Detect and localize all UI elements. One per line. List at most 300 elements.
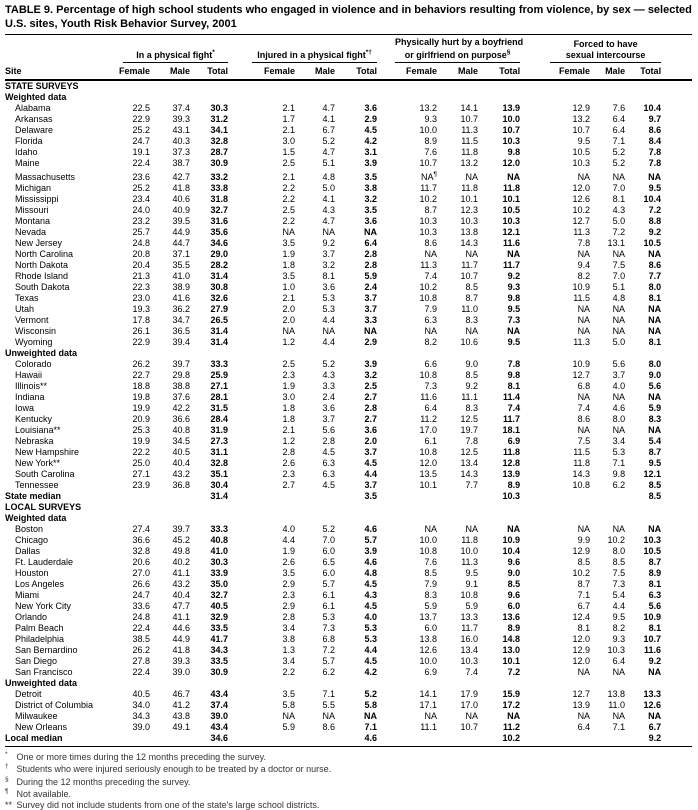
value-cell: 7.5 [612,260,626,270]
pad-cell [661,136,692,147]
value-cell: 4.2 [364,667,378,677]
value-cell: 3.6 [322,282,336,292]
value-cell: 4.5 [364,458,378,468]
site-cell: Illinois** [15,381,48,391]
pad-cell [661,158,692,169]
section-row [5,80,692,92]
value-cell: NA [424,524,438,534]
value-cell: 11.3 [573,227,591,237]
column-header-pad [661,63,692,80]
value-cell: 6.0 [424,623,438,633]
value-cell: 11.8 [503,183,521,193]
value-cell: 2.1 [282,425,296,435]
value-cell: 43.8 [172,711,190,721]
value-cell [150,733,190,744]
value-cell: 2.8 [364,260,378,270]
value-cell: 4.5 [322,447,336,457]
value-cell: 17.1 [419,700,438,710]
value-cell: 10.3 [643,535,662,545]
value-cell: 10.0 [419,125,438,135]
section-row [5,502,692,513]
pad-cell [661,392,692,403]
value-cell: 11.6 [420,392,438,402]
value-cell: NA [577,315,591,325]
value-cell: 3.5 [282,238,296,248]
value-cell: 10.3 [502,216,521,226]
value-cell: 3.7 [322,414,336,424]
value-cell: 8.5 [648,480,662,490]
value-cell: 39.0 [172,667,190,677]
value-cell: 22.3 [132,282,150,292]
value-cell: 9.0 [507,568,521,578]
value-cell: 19.1 [132,147,150,157]
value-cell: 4.0 [612,381,626,391]
site-cell: Dallas [15,546,41,556]
value-cell: 7.5 [577,436,591,446]
value-cell: 4.4 [612,601,626,611]
value-cell: 12.0 [572,656,591,666]
site-cell: Los Angeles [15,579,65,589]
site-cell: New York** [15,458,61,468]
table-row [5,359,692,370]
value-cell: 2.8 [364,403,378,413]
value-cell: 11.7 [461,260,479,270]
table-body [5,80,692,744]
value-cell: 11.0 [461,304,479,314]
value-cell: 10.1 [502,194,521,204]
value-cell: 10.8 [419,546,438,556]
subsection-label: Unweighted data [5,678,78,688]
value-cell: 3.7 [322,249,336,259]
group-header-forced-intercourse: Forced to have sexual intercourse [520,37,661,63]
value-cell: 32.8 [132,546,150,556]
value-cell: 2.3 [282,370,296,380]
table-row [5,711,692,722]
value-cell: 8.0 [648,359,662,369]
value-cell: 1.8 [282,260,296,270]
value-cell: NA [577,392,591,402]
value-cell: 49.8 [172,546,190,556]
value-cell: 6.4 [612,114,626,124]
value-cell: 6.3 [648,590,662,600]
value-cell: 7.4 [465,667,479,677]
site-cell: Chicago [15,535,49,545]
value-cell: 3.5 [282,271,296,281]
pad-cell [661,491,692,502]
value-cell: 11.5 [573,293,591,303]
value-cell: 11.7 [503,260,521,270]
value-cell: 22.9 [132,114,150,124]
table-row [5,458,692,469]
value-cell: 32.8 [210,458,229,468]
value-cell: 5.0 [612,337,626,347]
value-cell: 4.8 [612,293,626,303]
site-cell: Wyoming [15,337,53,347]
value-cell: 23.0 [132,293,150,303]
value-cell: 8.9 [507,623,521,633]
value-cell: 3.5 [364,172,378,182]
value-cell: NA [465,711,479,721]
value-cell: 10.7 [502,125,521,135]
value-cell: 30.9 [210,667,229,677]
value-cell: NA [322,227,336,237]
value-cell: 4.1 [322,114,336,124]
value-cell: 7.0 [322,535,336,545]
value-cell: 7.8 [577,238,591,248]
value-cell: 9.0 [465,359,479,369]
value-cell: 9.6 [507,557,521,567]
site-cell: Texas [15,293,39,303]
value-cell: 41.7 [210,634,229,644]
value-cell: 12.0 [419,458,438,468]
value-cell: 5.2 [322,359,336,369]
pad-cell [661,238,692,249]
value-cell: 8.3 [465,315,479,325]
col-header-total: Total [625,63,661,80]
value-cell: 17.9 [460,689,479,699]
value-cell: 4.7 [322,103,336,113]
value-cell: 5.2 [322,524,336,534]
value-cell: 14.1 [419,689,438,699]
value-cell: 7.8 [648,147,662,157]
value-cell: 20.6 [132,557,150,567]
value-cell: 4.7 [322,216,336,226]
value-cell: 7.4 [507,403,521,413]
site-cell: Alabama [15,103,51,113]
value-cell: NA [364,711,378,721]
value-cell: 14.3 [572,469,591,479]
value-cell: 10.8 [419,447,438,457]
value-cell: NA [364,326,378,336]
value-cell: 8.3 [424,590,438,600]
pad-cell [661,601,692,612]
value-cell: 24.8 [132,612,150,622]
value-cell: 8.5 [424,568,438,578]
value-cell: 10.8 [419,293,438,303]
site-cell: Nebraska [15,436,54,446]
value-cell: 33.8 [210,183,229,193]
value-cell: 8.5 [507,579,521,589]
site-cell: Palm Beach [15,623,64,633]
value-cell: 22.5 [132,103,150,113]
value-cell: 8.4 [648,136,662,146]
site-cell: Orlando [15,612,48,622]
value-cell: 10.8 [419,370,438,380]
value-cell: 19.8 [132,392,150,402]
value-cell: NA [424,326,438,336]
value-cell: 39.7 [172,359,190,369]
value-cell: 2.8 [322,436,336,446]
value-cell: 23.6 [132,172,150,182]
pad-cell [661,546,692,557]
footnotes [5,750,692,810]
value-cell: 1.8 [282,403,296,413]
value-cell: 2.4 [322,392,336,402]
pad-cell [661,612,692,623]
value-cell: 5.1 [322,158,336,168]
value-cell: NA [612,711,626,721]
value-cell: 8.9 [424,136,438,146]
value-cell: 5.3 [612,447,626,457]
value-cell: 22.4 [132,158,150,168]
value-cell: 7.3 [424,381,438,391]
value-cell: 11.2 [420,414,438,424]
value-cell: 3.7 [364,304,378,314]
value-cell: 10.3 [419,216,438,226]
subsection-row [5,678,692,689]
value-cell: 13.9 [502,103,521,113]
value-cell: 40.3 [172,136,190,146]
value-cell [117,733,150,744]
value-cell: 9.2 [648,733,662,743]
site-cell: Miami [15,590,39,600]
pad-cell [661,169,692,183]
value-cell: 41.8 [172,183,190,193]
pad-cell [661,282,692,293]
pad-cell [661,524,692,535]
value-cell: NA [577,667,591,677]
value-cell: 14.1 [460,103,479,113]
site-cell: Idaho [15,147,38,157]
pad-cell [661,557,692,568]
value-cell: 37.6 [172,392,190,402]
value-cell: 10.3 [419,227,438,237]
value-cell: 6.4 [612,656,626,666]
value-cell: 8.9 [648,568,662,578]
value-cell: 11.6 [503,238,521,248]
value-cell: 9.1 [465,579,479,589]
value-cell: 9.5 [507,304,521,314]
table-row [5,568,692,579]
value-cell: 3.7 [364,480,378,490]
value-cell: 5.5 [322,700,336,710]
value-cell: 4.8 [364,568,378,578]
pad-cell [661,381,692,392]
value-cell: 4.4 [322,315,336,325]
value-cell: 3.0 [282,136,296,146]
value-cell: 12.6 [572,194,591,204]
value-cell: 10.6 [460,337,479,347]
table-row [5,645,692,656]
value-cell: 12.0 [572,634,591,644]
value-cell: 34.5 [172,436,190,446]
table-row [5,227,692,238]
value-cell: 8.6 [577,414,591,424]
value-cell: NA [507,711,521,721]
table-row [5,304,692,315]
table-row [5,656,692,667]
value-cell: 11.3 [461,557,479,567]
value-cell: 9.8 [507,147,521,157]
value-cell: 2.2 [282,216,296,226]
value-cell: 9.5 [577,136,591,146]
value-cell: 4.3 [612,205,626,215]
value-cell: 10.4 [502,546,521,556]
value-cell: NA [577,249,591,259]
value-cell: 13.3 [460,612,479,622]
value-cell: 36.2 [172,304,190,314]
value-cell: 25.9 [210,370,229,380]
value-cell: 7.6 [424,557,438,567]
value-cell: 30.4 [210,480,229,490]
value-cell: 4.0 [364,612,378,622]
value-cell: 33.6 [132,601,150,611]
value-cell: 9.7 [648,114,662,124]
value-cell: 7.2 [507,667,521,677]
value-cell: 1.9 [282,546,296,556]
site-cell: Iowa [15,403,35,413]
value-cell: 8.2 [577,271,591,281]
value-cell: 3.8 [282,634,296,644]
value-cell: 9.5 [648,183,662,193]
value-cell: 8.5 [465,282,479,292]
value-cell: 5.4 [648,436,662,446]
value-cell: 2.2 [282,667,296,677]
table-row [5,136,692,147]
value-cell: 41.2 [172,700,190,710]
value-cell: 32.9 [210,612,229,622]
value-cell [437,733,478,744]
value-cell: 7.8 [648,158,662,168]
value-cell: NA [648,172,662,182]
value-cell: 4.3 [322,205,336,215]
value-cell: 6.2 [322,667,336,677]
value-cell: 10.2 [572,568,591,578]
value-cell: 11.0 [608,700,626,710]
pad-cell [661,359,692,370]
value-cell: 12.7 [572,370,591,380]
value-cell: 7.4 [424,271,438,281]
value-cell: 22.9 [132,337,150,347]
table-row [5,447,692,458]
value-cell: 17.8 [132,315,150,325]
value-cell: 12.5 [460,447,479,457]
value-cell: 4.6 [612,403,626,413]
pad-cell [661,469,692,480]
value-cell: 5.4 [612,590,626,600]
value-cell: 10.0 [419,656,438,666]
value-cell: 39.4 [172,337,190,347]
value-cell: 35.1 [210,469,229,479]
value-cell: 5.9 [648,403,662,413]
value-cell: 7.2 [322,645,336,655]
value-cell: 10.0 [460,546,479,556]
col-header-male: Male [150,63,190,80]
table-row [5,700,692,711]
site-cell: Florida [15,136,43,146]
value-cell: 8.5 [648,491,662,501]
value-cell: 9.3 [424,114,438,124]
value-cell: 49.1 [172,722,190,732]
pad-cell [661,689,692,700]
value-cell: 44.6 [172,623,190,633]
value-cell: 10.2 [502,733,521,743]
value-cell: 8.5 [577,557,591,567]
table-title: TABLE 9. Percentage of high school students who engaged in violence and in behaviors resulting from violence, by sex — selected U.S. sites, Youth Risk Behavior Survey, 2001 [5,4,692,30]
value-cell: 20.4 [132,260,150,270]
value-cell: NA [612,315,626,325]
value-cell: 18.1 [502,425,521,435]
value-cell: 35.6 [210,227,229,237]
value-cell: 10.7 [643,634,662,644]
value-cell: 38.5 [132,634,150,644]
value-cell: 10.2 [607,535,626,545]
value-cell: 1.3 [282,645,296,655]
value-cell: 4.7 [322,147,336,157]
site-cell: New Jersey [15,238,63,248]
value-cell: 3.5 [364,205,378,215]
value-cell: 4.6 [364,557,378,567]
value-cell: 9.2 [648,227,662,237]
value-cell: 40.4 [172,458,190,468]
subsection-row [5,513,692,524]
value-cell: 6.1 [322,590,336,600]
value-cell: 11.6 [644,645,662,655]
value-cell: 24.8 [132,238,150,248]
site-cell: Hawaii [15,370,43,380]
value-cell: 12.1 [502,227,521,237]
value-cell: 5.9 [424,601,438,611]
site-cell: South Carolina [15,469,75,479]
pad-cell [661,403,692,414]
site-cell: Houston [15,568,49,578]
value-cell: 2.7 [364,392,378,402]
value-cell: 4.5 [364,656,378,666]
value-cell: 5.6 [612,359,626,369]
value-cell: NA [577,172,591,182]
site-cell: Missouri [15,205,49,215]
value-cell: 2.1 [282,293,296,303]
value-cell: 41.0 [210,546,229,556]
value-cell: NA [648,425,662,435]
value-cell: 27.1 [132,469,150,479]
value-cell: 27.4 [132,524,150,534]
value-cell: 8.3 [465,403,479,413]
value-cell: 10.4 [643,103,662,113]
site-cell: Nevada [15,227,47,237]
value-cell: 38.9 [172,282,190,292]
pad-cell [661,147,692,158]
value-cell: 13.1 [607,238,626,248]
value-cell: 1.0 [282,282,296,292]
pad-cell [661,194,692,205]
value-cell: 6.8 [577,381,591,391]
pad-cell [661,414,692,425]
value-cell: 2.3 [282,590,296,600]
value-cell: 8.6 [424,238,438,248]
table-row [5,103,692,114]
value-cell [377,491,437,502]
value-cell: 11.8 [573,458,591,468]
value-cell: 2.5 [282,205,296,215]
value-cell: 1.9 [282,249,296,259]
value-cell: 3.6 [364,425,378,435]
value-cell: 21.3 [132,271,150,281]
value-cell: 32.8 [210,136,229,146]
site-cell: Wisconsin [15,326,57,336]
value-cell: 5.2 [364,689,378,699]
value-cell: 2.5 [282,158,296,168]
pad-cell [661,436,692,447]
table-row [5,491,692,502]
value-cell: 11.7 [420,183,438,193]
value-cell: 28.4 [210,414,229,424]
value-cell: 12.7 [572,216,591,226]
value-cell: 8.1 [648,579,662,589]
table-row [5,480,692,491]
value-cell: 8.0 [612,546,626,556]
value-cell: 40.2 [172,557,190,567]
